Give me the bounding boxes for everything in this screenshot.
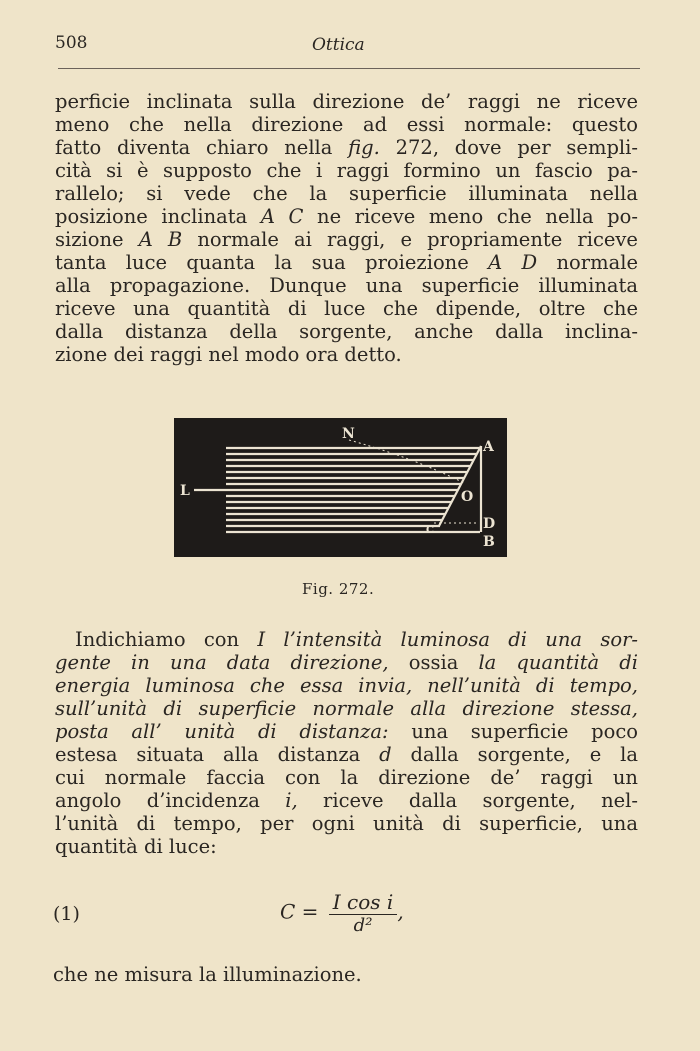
text-line (55, 274, 638, 297)
text-segment: fatto diventa chiaro nella (55, 136, 349, 159)
text-segment: cità si è supposto che i raggi formino un fascio pa- (55, 159, 638, 182)
text-segment: posta all’ unità di distanza: (55, 720, 389, 743)
text-segment: tanta luce quanta la sua proiezione (55, 251, 489, 274)
text-segment: A D (488, 251, 538, 274)
text-line (55, 90, 638, 113)
text-segment: ne riceve meno che nella po- (303, 205, 638, 228)
text-line (55, 159, 638, 182)
text-segment: la quantità di (478, 651, 638, 674)
text-segment: estesa situata alla distanza (55, 743, 380, 766)
header-rule (58, 68, 640, 69)
text-segment: una superficie poco (388, 720, 638, 743)
text-segment: energia luminosa che essa invia, nell’unità di tempo, (55, 674, 638, 697)
text-segment: dalla distanza della sorgente, anche dalla inclina- (55, 320, 638, 343)
text-segment: A C (260, 205, 304, 228)
text-line (55, 297, 638, 320)
text-line (55, 182, 638, 205)
text-segment: cui normale faccia con la direzione de’ raggi un (55, 766, 638, 789)
equation-trail: , (397, 899, 404, 924)
text-line (55, 136, 638, 159)
figure-272 (174, 418, 507, 557)
text-segment: riceve dalla sorgente, nel- (297, 789, 638, 812)
text-segment: quantità di luce: (55, 835, 217, 858)
text-segment: posizione inclinata (55, 205, 261, 228)
equation-lhs: C = (280, 899, 319, 924)
text-line (55, 674, 638, 697)
label-d: D (483, 516, 496, 532)
text-segment: rallelo; si vede che la superficie illuminata nella (55, 182, 638, 205)
label-n: N (342, 426, 355, 442)
text-segment: sizione (55, 228, 139, 251)
text-segment: ossia (388, 651, 479, 674)
text-segment: normale (537, 251, 638, 274)
denominator: d² (353, 915, 373, 936)
equation-number: (1) (53, 903, 80, 925)
text-segment: fig. (348, 136, 380, 159)
text-line (55, 628, 638, 651)
page-number: 508 (55, 33, 88, 53)
text-segment: 272, dove per sempli- (379, 136, 638, 159)
text-line (55, 343, 638, 366)
text-segment: normale ai raggi, e propriamente riceve (182, 228, 638, 251)
text-line (55, 320, 638, 343)
text-line (55, 743, 638, 766)
text-line (55, 251, 638, 274)
paragraph-1 (55, 90, 638, 366)
text-segment: alla propagazione. Dunque una superficie illuminata (55, 274, 638, 297)
label-l: L (180, 483, 190, 499)
text-segment: meno che nella direzione ad essi normale: questo (55, 113, 638, 136)
label-c: C (426, 525, 434, 536)
paragraph-2 (55, 628, 638, 858)
running-title: Ottica (312, 35, 365, 55)
text-line (55, 812, 638, 835)
label-a: A (483, 439, 494, 455)
text-line (55, 228, 638, 251)
text-segment: dalla sorgente, e la (391, 743, 638, 766)
text-line (55, 113, 638, 136)
text-segment: angolo d’incidenza (55, 789, 286, 812)
figure-caption: Fig. 272. (302, 580, 375, 598)
text-line (55, 720, 638, 743)
label-o: O (461, 489, 474, 505)
text-segment: gente in una data direzione, (55, 651, 389, 674)
text-line (55, 205, 638, 228)
text-segment: A B (138, 228, 183, 251)
text-segment: d (379, 743, 392, 766)
text-segment: i, (285, 789, 298, 812)
text-segment: sull’unità di superficie normale alla direzione stessa, (55, 697, 638, 720)
text-segment: zione dei raggi nel modo ora detto. (55, 343, 402, 366)
text-line (55, 766, 638, 789)
numerator: I cos i (329, 890, 398, 915)
closing-line (53, 963, 362, 986)
text-segment: illuminazione. (223, 963, 362, 986)
text-line (55, 835, 638, 858)
text-segment: l’unità di tempo, per ogni unità di superficie, una (55, 812, 638, 835)
text-line (55, 697, 638, 720)
text-line (55, 789, 638, 812)
text-segment: Indichiamo con (75, 628, 258, 651)
text-line (55, 651, 638, 674)
text-segment: I l’intensità luminosa di una sor- (257, 628, 638, 651)
text-segment: che ne misura la (53, 963, 224, 986)
text-segment: riceve una quantità di luce che dipende, oltre che (55, 297, 638, 320)
equation (280, 890, 404, 936)
text-segment: perficie inclinata sulla direzione de’ raggi ne riceve (55, 90, 638, 113)
fraction (329, 890, 398, 936)
label-b: B (483, 534, 495, 550)
